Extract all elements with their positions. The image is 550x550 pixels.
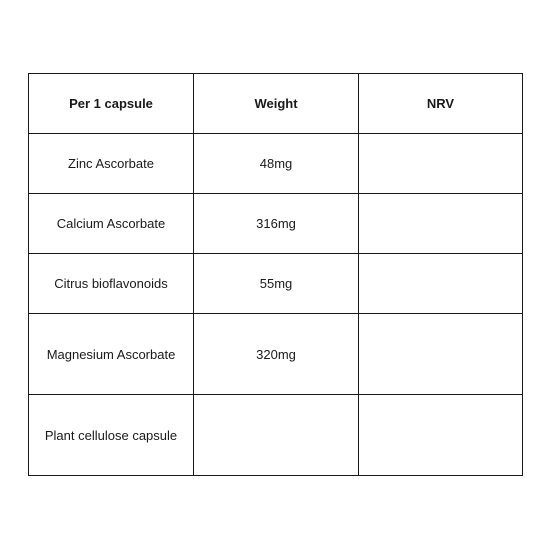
ingredient-cell: Calcium Ascorbate (29, 194, 194, 254)
header-nrv: NRV (359, 74, 523, 134)
table-row (29, 254, 523, 314)
weight-cell: 48mg (194, 134, 359, 194)
table-header-row (29, 74, 523, 134)
weight-cell: 316mg (194, 194, 359, 254)
header-per-capsule: Per 1 capsule (29, 74, 194, 134)
nrv-cell (359, 194, 523, 254)
table-row (29, 395, 523, 476)
table-row (29, 314, 523, 395)
nrv-cell (359, 395, 523, 476)
ingredients-table (28, 73, 523, 476)
header-weight: Weight (194, 74, 359, 134)
table-row (29, 134, 523, 194)
nrv-cell (359, 134, 523, 194)
table-row (29, 194, 523, 254)
ingredient-cell: Citrus bioflavonoids (29, 254, 194, 314)
weight-cell: 55mg (194, 254, 359, 314)
ingredient-cell: Plant cellulose capsule (29, 395, 194, 476)
weight-cell: 320mg (194, 314, 359, 395)
nrv-cell (359, 254, 523, 314)
nrv-cell (359, 314, 523, 395)
ingredient-cell: Magnesium Ascorbate (29, 314, 194, 395)
weight-cell (194, 395, 359, 476)
ingredient-cell: Zinc Ascorbate (29, 134, 194, 194)
